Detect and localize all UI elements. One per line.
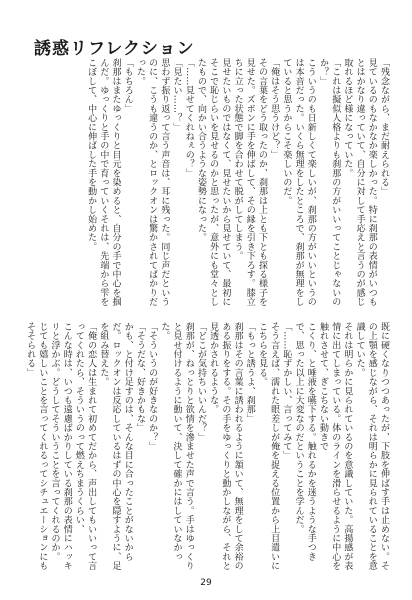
paragraph: 「どこが気持ちいいんだ？」 xyxy=(195,322,206,442)
paragraph: 既に硬くなりつつあったが、下肢を伸ばす手は止めない。その上顎を感じながら、それは明らかに見られていることを意識していた。 xyxy=(354,322,389,571)
paragraph: そう言えば、濡れた眼差しが俺を捉える位置から上目遣いにこちらを見る。 xyxy=(256,322,280,571)
chapter-title: 誘惑リフレクション xyxy=(34,39,195,59)
paragraph: 「俺の恋人は生まれて初めてだから、声出してもいいって言ってくれたら、そういうのって燃えちまうくらい、 xyxy=(73,322,97,571)
paragraph: 刹那はその言葉に誘われるように頷いて、無理をして余裕のある振りをする。その手をゆっくりと動かしながら、それと見透かされるような。 xyxy=(208,322,243,571)
paragraph: 見ているのもなかなか楽しかった。特に刹那の表情がいつもとはかなり違っていて、自分に対して手応えと言うのが感じ取れるほど様になっていた。 xyxy=(342,58,377,307)
page-number: 29 xyxy=(200,578,212,588)
paragraph: 思わず振り返って言う声音は、耳に残った。同じ声だというのに、こうも違うのか、とロックオンは驚かされてばかりだった。 xyxy=(134,58,170,307)
paragraph: それは明らかに見られているのを意識していた。高揚感が表情に出てしまっている。体のラインを滑らせるように中心を触れさせて、ぎこちない動きで xyxy=(317,322,353,571)
paragraph: 「もっと誘うよ、刹那」 xyxy=(244,322,255,424)
paragraph: 見せたいものではなくて、見せたいから見せていて、最初にそこで恥じらいを見せるのかと思ったが、意外にも堂々としたもので、向かい合うような姿勢になった。 xyxy=(195,58,231,307)
paragraph: 刹那が、ねっとりと欲情を滲ませた声で言う。手はゆっくりと見せ付けるように動いて、決して確かにはしていなかった。 xyxy=(159,322,194,571)
paragraph: 「そうだな、好きかもな」 xyxy=(134,322,145,433)
paragraph: 「これは擬似人格よりも刹那の方がいいってことじゃないのか？」 xyxy=(317,58,341,307)
paragraph: かも、と付け足すのは、そんな目に合ったことがないからだ。ロックオンは反応しているはずの中心を隠すように、足を組み替えた。 xyxy=(98,322,133,571)
paragraph: 「そういうのが好きなのか？」 xyxy=(147,322,158,451)
paragraph: 「残念ながら、まだ耐えられる」 xyxy=(379,58,389,196)
paragraph: その言葉をどう取ったのか、刹那は上とも下とも探る様子を見せた。ズボンに手を伸ばして、その縁を引き下ろす。膝立ちに立った状態で脚を合わせて脱がしてしまう。 xyxy=(232,58,267,307)
paragraph: こんな時は、いつも遠慮ばかりしている刹那の表情にハッキリと浮かぶ。どうしてそういうことを言ってくれるのか。 xyxy=(49,322,72,571)
paragraph: 刹那はまたゆっくりと目元を染めると、自分の手で中心を掴んだ。ゆっくりと手の中で育っていくそれは、先端から雫をこぼして、中心に伸ばした手を動かし始めた。 xyxy=(86,58,121,307)
paragraph: じても嬉しいことを言ってくれるってシチュエーションにもそそられる」 xyxy=(25,322,48,571)
paragraph: 「もちろん」 xyxy=(122,58,133,114)
paragraph: 「……見せてくれねぇの？」 xyxy=(183,58,194,178)
upper-text-block xyxy=(70,58,390,308)
paragraph: 「見たい……？」 xyxy=(171,58,182,132)
paragraph: こくり、と唾液を嚥下する。触れるかを迷うような手つきで、思った以上に大変なのだということを学んだ。 xyxy=(293,322,316,562)
paragraph: こういうのも日新しくて楽しいが、刹那の方がいいというのは本音だった。いくら無理をしたところで、刹那が無理をしていると思うからこそ楽しいのだ。 xyxy=(281,58,316,307)
paragraph: 「……恥ずかしい、言ってみて」 xyxy=(281,322,292,460)
lower-text-block xyxy=(22,322,390,572)
paragraph: 「俺はそう思うけど？」 xyxy=(269,58,280,160)
